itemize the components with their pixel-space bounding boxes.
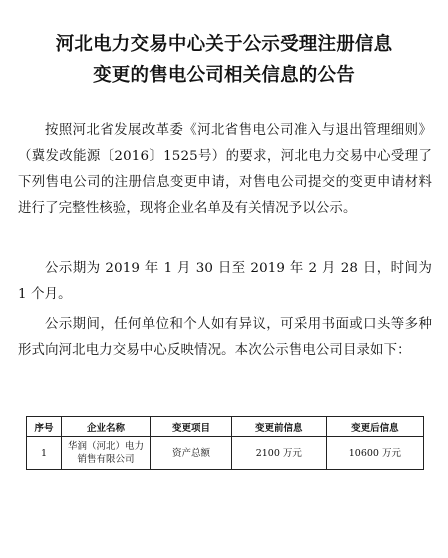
document-title-line-1: 河北电力交易中心关于公示受理注册信息 [55, 34, 393, 55]
paragraph-period: 公示期为 2019 年 1 月 30 日至 2019 年 2 月 28 日，时间为 1 个月。 [18, 261, 433, 302]
table-row [27, 437, 424, 470]
cell-company-name: 华润（河北）电力销售有限公司 [62, 437, 151, 470]
header-company-name: 企业名称 [62, 417, 151, 437]
header-index: 序号 [27, 417, 62, 437]
header-change-item: 变更项目 [151, 417, 232, 437]
header-before: 变更前信息 [231, 417, 326, 437]
document-title-line-2: 变更的售电公司相关信息的公告 [93, 65, 355, 86]
cell-index: 1 [27, 437, 62, 470]
company-list-table [26, 416, 424, 470]
paragraph-basis: 按照河北省发展改革委《河北省售电公司准入与退出管理细则》（冀发改能源〔2016〕1525号）的要求，河北电力交易中心受理了下列售电公司的注册信息变更申请，对售电公司提交的变更申请材料进行了完整性核验，现将企业名单及有关情况予以公示。 [18, 123, 432, 216]
cell-change-item: 资产总额 [151, 437, 232, 470]
header-after: 变更后信息 [326, 417, 423, 437]
paragraph-objection: 公示期间，任何单位和个人如有异议，可采用书面或口头等多种形式向河北电力交易中心反映情况。本次公示售电公司目录如下： [18, 317, 432, 358]
table-header-row [27, 417, 424, 437]
cell-before: 2100 万元 [231, 437, 326, 470]
cell-after: 10600 万元 [326, 437, 423, 470]
